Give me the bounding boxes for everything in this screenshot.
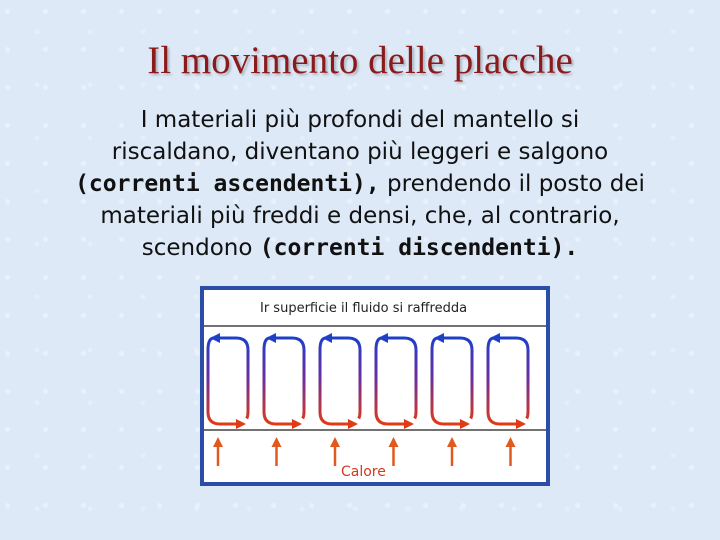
convection-cells: [208, 333, 528, 429]
cold-flow-arrowhead: [210, 333, 220, 343]
hot-flow-arrowhead: [460, 419, 470, 429]
cold-flow-arrowhead: [378, 333, 388, 343]
convection-loop: [432, 338, 472, 424]
heat-arrow-icon: [272, 437, 282, 466]
convection-loop: [376, 338, 416, 424]
convection-cell: [376, 333, 416, 429]
convection-cell: [320, 333, 360, 429]
cold-flow-arrowhead: [434, 333, 444, 343]
cold-flow-arrowhead: [322, 333, 332, 343]
slide-title: Il movimento delle placche: [147, 39, 573, 82]
convection-loop: [320, 338, 360, 424]
convection-loop: [264, 338, 304, 424]
paragraph-line-5-pre: scendono: [141, 235, 260, 261]
cold-flow-arrowhead: [266, 333, 276, 343]
descending-currents-term: (correnti discendenti).: [259, 235, 579, 261]
heat-arrows: [213, 437, 516, 466]
heat-arrow-head: [389, 437, 399, 447]
convection-loop: [208, 338, 248, 424]
convection-cell: [432, 333, 472, 429]
paragraph-line-2: riscaldano, diventano più leggeri e salgono: [111, 139, 609, 165]
heat-arrow-head: [330, 437, 340, 447]
heat-arrow-head: [506, 437, 516, 447]
surface-label: Ir superficie il fluido si raffredda: [260, 301, 468, 316]
paragraph-line-3: [50, 168, 670, 200]
paragraph-line-1: I materiali più profondi del mantello si: [140, 107, 580, 133]
heat-arrow-icon: [213, 437, 223, 466]
paragraph-line-5: [50, 232, 670, 264]
heat-arrow-head: [213, 437, 223, 447]
hot-flow-arrowhead: [404, 419, 414, 429]
cold-flow-arrowhead: [490, 333, 500, 343]
heat-arrow-icon: [506, 437, 516, 466]
hot-flow-arrowhead: [348, 419, 358, 429]
convection-cell: [264, 333, 304, 429]
heat-arrow-icon: [330, 437, 340, 466]
convection-loop: [488, 338, 528, 424]
heat-arrow-head: [272, 437, 282, 447]
heat-arrow-head: [447, 437, 457, 447]
body-paragraph: [50, 104, 670, 264]
hot-flow-arrowhead: [516, 419, 526, 429]
convection-cell: [208, 333, 248, 429]
paragraph-line-3-rest: prendendo il posto dei: [379, 171, 645, 197]
hot-flow-arrowhead: [292, 419, 302, 429]
convection-cell: [488, 333, 528, 429]
convection-diagram-svg: [204, 290, 546, 482]
heat-arrow-icon: [447, 437, 457, 466]
ascending-currents-term: (correnti ascendenti),: [75, 171, 380, 197]
paragraph-line-4: materiali più freddi e densi, che, al contrario,: [100, 203, 620, 229]
heat-arrow-icon: [389, 437, 399, 466]
heat-label: Calore: [341, 464, 386, 480]
convection-diagram: [200, 286, 550, 486]
hot-flow-arrowhead: [236, 419, 246, 429]
